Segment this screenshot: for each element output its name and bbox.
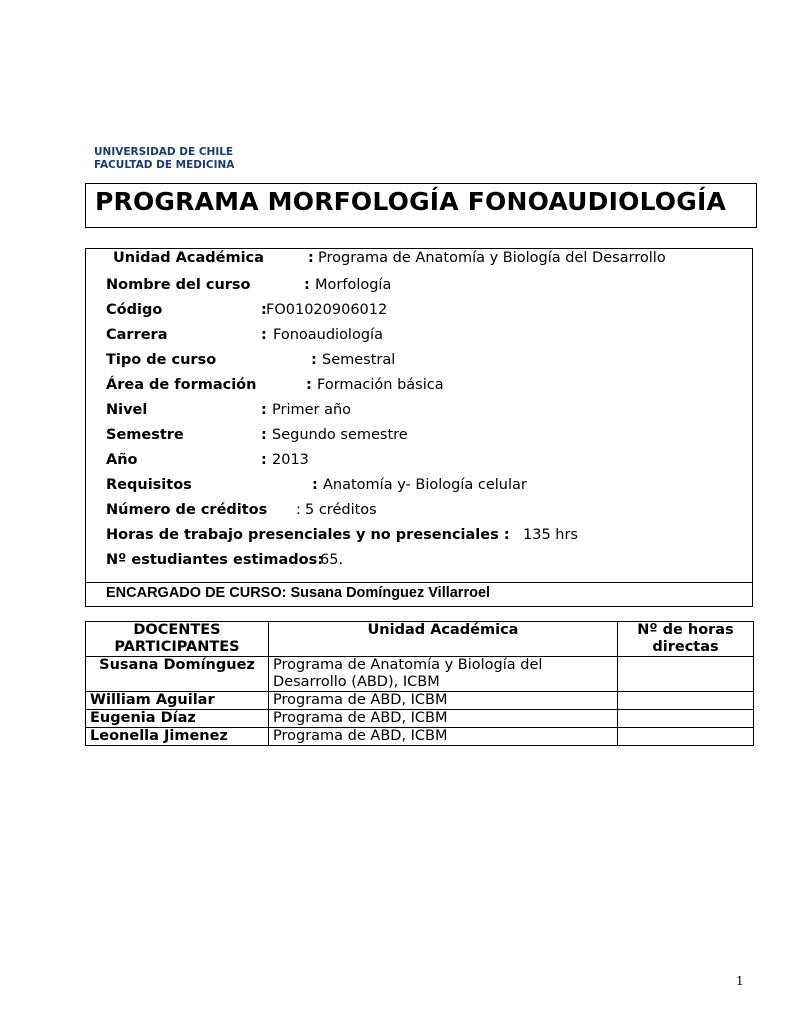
- tipo-curso-label: Tipo de curso: [106, 352, 217, 368]
- anio-colon: :: [261, 452, 267, 468]
- semestre-colon: :: [261, 427, 267, 443]
- estudiantes-value: 65.: [320, 552, 344, 568]
- codigo-value: FO01020906012: [266, 302, 388, 318]
- nombre-curso-label: Nombre del curso: [106, 277, 251, 293]
- docente-unit: Programa de ABD, ICBM: [269, 728, 618, 746]
- semestre-label: Semestre: [106, 427, 184, 443]
- nombre-curso-colon: :: [304, 277, 310, 293]
- area-formacion-colon: :: [306, 377, 312, 393]
- creditos-colon: :: [296, 502, 301, 518]
- unidad-academica-label: Unidad Académica: [113, 250, 264, 266]
- course-info-box: [85, 248, 753, 607]
- docente-hours: [618, 657, 754, 692]
- anio-label: Año: [106, 452, 138, 468]
- anio-value: 2013: [272, 452, 309, 468]
- docente-hours: [618, 692, 754, 710]
- docente-name: Susana Domínguez: [86, 657, 269, 692]
- page-title: PROGRAMA MORFOLOGÍA FONOAUDIOLOGÍA: [95, 187, 727, 216]
- table-row: [86, 710, 754, 728]
- horas-value: 135 hrs: [523, 527, 578, 543]
- table-row: [86, 728, 754, 746]
- page-number: 1: [736, 974, 744, 988]
- header-unidad: Unidad Académica: [269, 622, 618, 657]
- carrera-label: Carrera: [106, 327, 168, 343]
- docente-name: Leonella Jimenez: [86, 728, 269, 746]
- docente-unit: Programa de ABD, ICBM: [269, 710, 618, 728]
- nombre-curso-value: Morfología: [315, 277, 392, 293]
- semestre-value: Segundo semestre: [272, 427, 408, 443]
- table-row: [86, 657, 754, 692]
- docente-name: Eugenia Díaz: [86, 710, 269, 728]
- table-row: [86, 692, 754, 710]
- estudiantes-label: Nº estudiantes estimados:: [106, 552, 324, 568]
- docente-unit: Programa de Anatomía y Biología del Desarrollo (ABD), ICBM: [269, 657, 618, 692]
- docente-name: William Aguilar: [86, 692, 269, 710]
- nivel-value: Primer año: [272, 402, 352, 418]
- university-name: UNIVERSIDAD DE CHILE: [94, 146, 234, 158]
- codigo-colon: :: [261, 302, 267, 318]
- header-horas: Nº de horas directas: [618, 622, 754, 657]
- requisitos-label: Requisitos: [106, 477, 192, 493]
- nivel-label: Nivel: [106, 402, 148, 418]
- nivel-colon: :: [261, 402, 267, 418]
- area-formacion-label: Área de formación: [106, 377, 257, 393]
- carrera-value: Fonoaudiología: [273, 327, 383, 343]
- area-formacion-value: Formación básica: [317, 377, 444, 393]
- tipo-curso-colon: :: [311, 352, 317, 368]
- docente-hours: [618, 710, 754, 728]
- requisitos-value: Anatomía y- Biología celular: [323, 477, 527, 493]
- header-docentes: DOCENTES PARTICIPANTES: [86, 622, 269, 657]
- docente-hours: [618, 728, 754, 746]
- title-box: [85, 183, 757, 228]
- faculty-name: FACULTAD DE MEDICINA: [94, 158, 235, 171]
- table-header-row: [86, 622, 754, 657]
- docente-unit: Programa de ABD, ICBM: [269, 692, 618, 710]
- creditos-label: Número de créditos: [106, 502, 268, 518]
- creditos-value: 5 créditos: [305, 502, 377, 518]
- requisitos-colon: :: [312, 477, 318, 493]
- encargado-de-curso: ENCARGADO DE CURSO: Susana Domínguez Villarroel: [106, 585, 491, 601]
- carrera-colon: :: [261, 327, 267, 343]
- unidad-academica-colon: :: [308, 250, 314, 266]
- docentes-table: [85, 621, 754, 746]
- institution-header: [94, 146, 234, 171]
- info-divider: [86, 582, 752, 583]
- unidad-academica-value: Programa de Anatomía y Biología del Desarrollo: [318, 250, 666, 266]
- tipo-curso-value: Semestral: [322, 352, 396, 368]
- horas-label: Horas de trabajo presenciales y no presenciales :: [106, 527, 510, 543]
- codigo-label: Código: [106, 302, 163, 318]
